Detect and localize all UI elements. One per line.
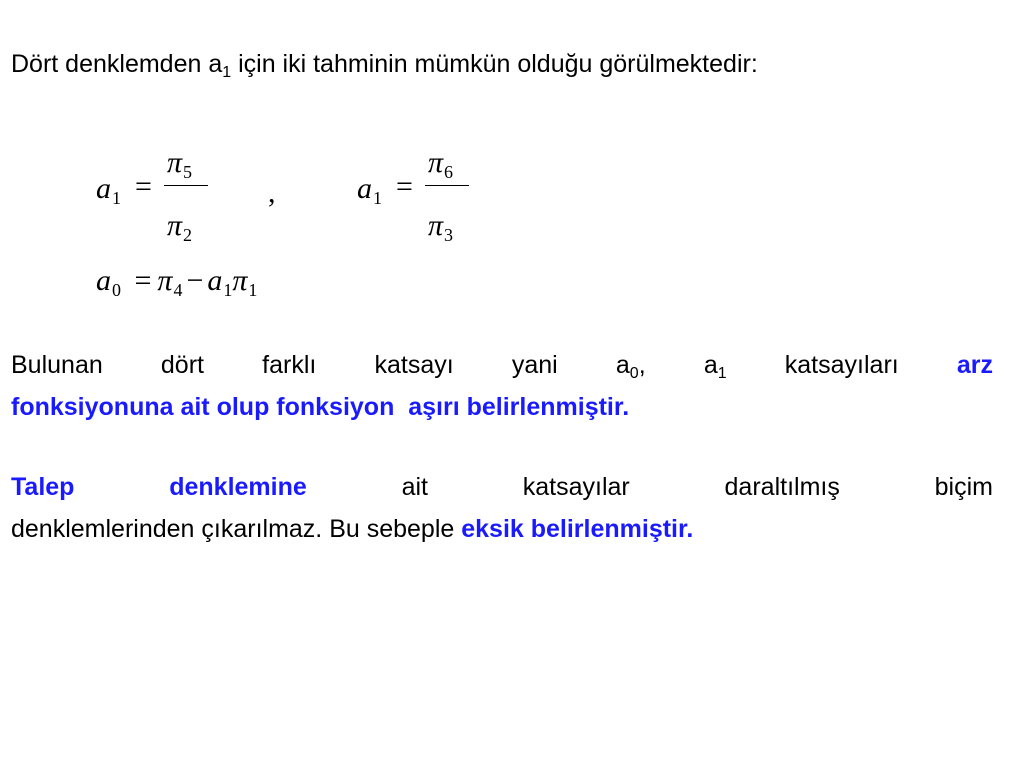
eq2-equals: = (396, 170, 413, 203)
p1-word: dört (160, 351, 204, 379)
p1-a1: $a_1$ (703, 351, 727, 382)
p1-a0: $a_0$, (615, 351, 646, 382)
eq1-numerator: $\pi_5$ (167, 146, 193, 182)
eq3-term2-sub: 1 (223, 280, 233, 300)
p1-word: yani (511, 351, 558, 379)
p1-emphasis-arz: arz (956, 351, 994, 379)
eq2-denominator: $\pi_3$ (428, 209, 454, 245)
eq1-fraction-bar (164, 185, 208, 186)
paragraph-1 (11, 344, 993, 428)
eq3-equals: = (134, 264, 152, 297)
p2-line2-text: denklemlerinden çıkarılmaz. Bu sebeple (11, 515, 462, 543)
eq1-lhs: $a_1$ (96, 172, 121, 208)
p2-word: katsayılar (522, 473, 630, 501)
eq1-equals: = (135, 170, 152, 203)
intro-subscript: 1 (222, 64, 232, 81)
p1-word: Bulunan (11, 351, 103, 379)
intro-text-before: Dört denklemden a (11, 50, 223, 78)
eq3-term3-var: π (232, 264, 248, 297)
equation-separator: , (268, 176, 276, 209)
eq3-term1-var: π (157, 264, 173, 297)
p2-word: daraltılmış (724, 473, 840, 501)
eq2-lhs: $a_1$ (357, 172, 382, 208)
eq3-lhs-sub: 0 (112, 280, 121, 300)
equation-3 (96, 264, 257, 298)
p2-word: ait (401, 473, 428, 501)
paragraph-1-line-2: fonksiyonuna ait olup fonksiyon aşırı belirlenmiştir. (11, 393, 630, 421)
paragraph-2-line-2 (11, 508, 993, 550)
eq3-term2-var: a (207, 264, 223, 297)
eq1-denominator: $\pi_2$ (167, 209, 193, 245)
paragraph-1-line-1 (11, 344, 993, 386)
eq2-numerator: $\pi_6$ (428, 146, 454, 182)
p2-line2-emphasis: eksik belirlenmiştir. (461, 515, 694, 543)
intro-text (11, 46, 1011, 82)
p2-emphasis-word: denklemine (169, 473, 307, 501)
paragraph-2 (11, 466, 993, 550)
paragraph-2-line-1 (11, 466, 993, 508)
p1-word: farklı (262, 351, 317, 379)
p2-word: biçim (934, 473, 993, 501)
intro-text-after: için iki tahminin mümkün olduğu görülmektedir: (231, 50, 758, 78)
eq3-minus: − (186, 264, 204, 297)
p1-word: katsayı (374, 351, 454, 379)
eq3-lhs-var: a (96, 264, 111, 297)
p2-emphasis-word: Talep (11, 473, 75, 501)
p1-word: katsayıları (784, 351, 899, 379)
eq3-term1-sub: 4 (173, 280, 183, 300)
eq2-fraction-bar (425, 185, 469, 186)
eq3-term3-sub: 1 (248, 280, 258, 300)
